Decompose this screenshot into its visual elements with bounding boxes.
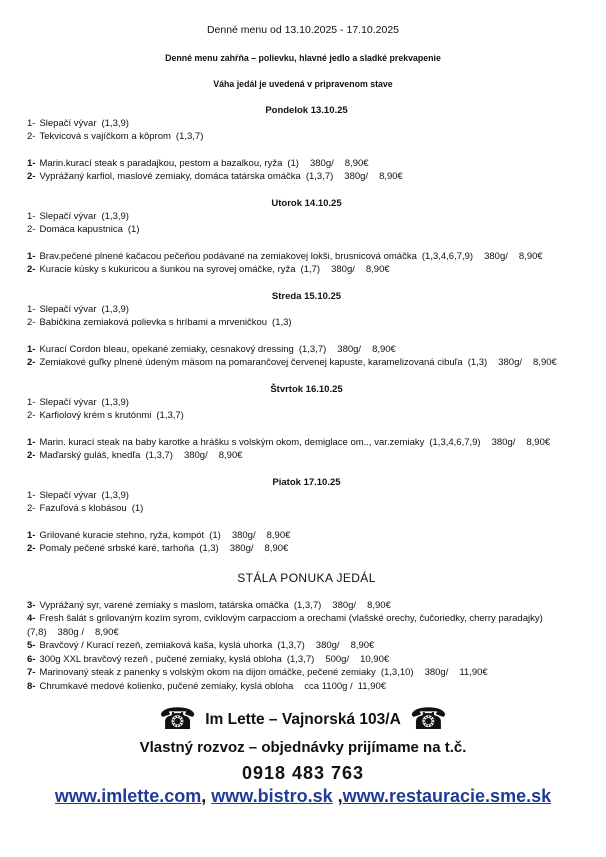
link-imlette[interactable]: www.imlette.com: [54, 786, 202, 806]
soup-name: Tekvicová s vajíčkom a kôprom: [39, 131, 171, 142]
dish-weight: 380g/: [344, 170, 369, 182]
item-number: 2-: [27, 131, 36, 142]
soup-name: Slepačí vývar: [39, 397, 97, 408]
dish-name: Grilované kuracie stehno, ryža, kompót: [39, 529, 205, 541]
standing-dish-details: [27, 626, 586, 640]
dish-price: 8,90€: [264, 542, 289, 554]
day-heading: Streda 15.10.25: [271, 291, 342, 302]
allergens: (1): [127, 224, 140, 235]
link-bistro[interactable]: www.bistro.sk: [211, 786, 333, 806]
dish-name: Kurací Cordon bleau, opekané zemiaky, cesnakový dressing: [39, 343, 294, 355]
item-number: 1-: [27, 397, 36, 408]
dish-weight: 380g/: [332, 599, 357, 611]
dish-name: Bravčový / Kurací rezeň, zemiaková kaša, kyslá uhorka: [39, 640, 273, 651]
dish-name: Chrumkavé medové kolienko, pučené zemiaky, kyslá obloha: [39, 680, 294, 692]
soup-name: Slepačí vývar: [39, 490, 97, 501]
main-dish-item: [27, 542, 586, 555]
dish-price: 8,90€: [266, 529, 291, 541]
spacer: [27, 422, 586, 436]
allergens: (1,3,9): [101, 490, 129, 501]
dish-name: Fresh šalát s grilovaným kozím syrom, cviklovým carpacciom a orechami (vlašské orechy, čučoriedky, cherry paradajky): [39, 613, 543, 624]
restaurant-address: Im Lette – Vajnorská 103/A: [205, 711, 401, 728]
dish-price: 8,90€: [367, 599, 391, 611]
dish-weight: 380g /: [57, 626, 84, 638]
dish-name: 300g XXL bravčový rezeň , pučené zemiaky, kyslá obloha: [39, 653, 282, 665]
dish-price: 8,90€: [372, 343, 396, 355]
item-number: 1-: [27, 211, 36, 222]
item-number: 2-: [27, 410, 36, 421]
soup-item: [27, 316, 586, 329]
allergens: (1): [287, 157, 299, 169]
main-dish-item: [27, 436, 586, 449]
dish-weight: 380g/: [484, 250, 508, 262]
menu-title: Denné menu od 13.10.2025 - 17.10.2025: [206, 24, 400, 36]
delivery-note: Vlastný rozvoz – objednávky prijímame na t.č.: [139, 739, 467, 756]
soup-item: [27, 409, 586, 422]
allergens: (1): [209, 529, 221, 541]
item-number: 2-: [27, 170, 36, 182]
dish-weight: 380g/: [229, 542, 254, 554]
dish-weight: 380g/: [491, 436, 516, 448]
link-restauracie[interactable]: www.restauracie.sme.sk: [342, 786, 552, 806]
allergens: (1,3): [199, 542, 219, 554]
spacer: [27, 143, 586, 157]
item-number: 1-: [27, 490, 36, 501]
main-dish-item: [27, 170, 586, 183]
standing-dish-item: [27, 680, 586, 694]
soup-item: [27, 502, 586, 515]
allergens: (1,3): [272, 317, 292, 328]
day-heading: Pondelok 13.10.25: [265, 105, 348, 116]
link-separator: ,: [332, 786, 343, 806]
allergens: (7,8): [27, 626, 47, 638]
menu-content: [0, 104, 606, 693]
spacer: [27, 515, 586, 529]
item-number: 1-: [27, 529, 36, 541]
dish-price: 8,90€: [365, 263, 390, 275]
dish-name: Vyprážaný syr, varené zemiaky s maslom, tatárska omáčka: [39, 599, 289, 611]
dish-weight: 380g/: [309, 157, 334, 169]
menu-header: [0, 0, 606, 91]
soup-name: Karfiolový krém s krutónmi: [39, 410, 152, 421]
item-number: 2-: [27, 263, 36, 275]
soup-item: [27, 396, 586, 409]
dish-price: 8,90€: [350, 640, 375, 651]
allergens: (1,3,4,6,7,9): [429, 436, 481, 448]
day-thursday: [27, 383, 586, 462]
dish-price: 10,90€: [360, 653, 390, 665]
allergens: (1,3,7): [145, 449, 173, 461]
telephone-icon: ☎: [158, 702, 197, 737]
dish-weight: 380g/: [424, 667, 449, 678]
allergens: (1,3,9): [101, 211, 129, 222]
dish-price: 8,90€: [533, 356, 557, 368]
item-number: 2-: [27, 317, 36, 328]
soup-item: [27, 117, 586, 130]
standing-dish-item: [27, 666, 586, 680]
main-dish-item: [27, 356, 586, 369]
dish-price: 8,90€: [94, 626, 119, 638]
dish-name: Marinovaný steak z panenky s volským okom na dijon omáčke, pečené zemiaky: [39, 667, 376, 678]
allergens: (1,7): [300, 263, 321, 275]
item-number: 1-: [27, 304, 36, 315]
dish-price: 11,90€: [459, 667, 488, 678]
dish-weight: 380g/: [337, 343, 362, 355]
soup-name: Domáca kapustnica: [39, 224, 123, 235]
spacer: [27, 236, 586, 250]
dish-name: Kuracie kúsky s kukuricou a šunkou na syrovej omáčke, ryža: [39, 263, 296, 275]
address-line: [0, 702, 606, 737]
item-number: 4-: [27, 613, 36, 624]
dish-name: Vyprážaný karfiol, maslové zemiaky, domáca tatárska omáčka: [39, 170, 301, 182]
item-number: 7-: [27, 667, 36, 678]
item-number: 5-: [27, 640, 36, 651]
main-dish-item: [27, 263, 586, 276]
dish-name: Maďarský guláš, knedľa: [39, 449, 141, 461]
spacer: [27, 329, 586, 343]
phone-number: 0918 483 763: [241, 763, 365, 783]
main-dish-item: [27, 157, 586, 170]
allergens: (1,3,4,6,7,9): [421, 250, 474, 262]
item-number: 8-: [27, 680, 36, 692]
dish-price: 8,90€: [379, 170, 403, 182]
contact-footer: [0, 702, 606, 807]
main-dish-item: [27, 529, 586, 542]
allergens: (1,3,7): [277, 640, 305, 651]
item-number: 1-: [27, 436, 36, 448]
day-friday: [27, 476, 586, 555]
item-number: 2-: [27, 503, 36, 514]
dish-weight: 380g/: [315, 640, 340, 651]
item-number: 1-: [27, 250, 36, 262]
dish-name: Marin.kurací steak s paradajkou, pestom a bazalkou, ryža: [39, 157, 283, 169]
soup-name: Slepačí vývar: [39, 211, 97, 222]
dish-name: Pomaly pečené srbské karé, tarhoňa: [39, 542, 195, 554]
dish-weight: 380g/: [331, 263, 355, 275]
dish-name: Marin. kurací steak na baby karotke a hrášku s volským okom, demiglace om.., var.zemiaky: [39, 436, 425, 448]
standing-menu-list: [27, 599, 586, 694]
main-dish-item: [27, 343, 586, 356]
allergens: (1,3,7): [298, 343, 327, 355]
main-dish-item: [27, 250, 586, 263]
item-number: 2-: [27, 542, 36, 554]
standing-menu-title: STÁLA PONUKA JEDÁL: [237, 571, 376, 585]
soup-item: [27, 303, 586, 316]
allergens: (1,3,10): [380, 667, 414, 678]
day-heading: Utorok 14.10.25: [271, 198, 342, 209]
dish-weight: 380g/: [183, 449, 208, 461]
allergens: (1,3,9): [101, 118, 129, 129]
item-number: 2-: [27, 356, 36, 368]
menu-includes-note: Denné menu zahŕňa – polievku, hlavné jedlo a sladké prekvapenie: [165, 53, 441, 63]
dish-price: 8,90€: [344, 157, 369, 169]
website-links: [0, 785, 606, 807]
dish-name: Zemiakové guľky plnené údeným mäsom na pomarančovej červenej kapuste, karamelizovaná cibuľa: [39, 356, 463, 368]
allergens: (1,3,7): [305, 170, 334, 182]
allergens: (1,3,9): [101, 397, 129, 408]
dish-price: 8,90€: [526, 436, 551, 448]
day-tuesday: [27, 197, 586, 276]
allergens: (1,3,7): [286, 653, 315, 665]
soup-item: [27, 489, 586, 502]
dish-price: 8,90€: [518, 250, 543, 262]
day-wednesday: [27, 290, 586, 369]
allergens: (1): [131, 503, 144, 514]
dish-weight: 380g/: [498, 356, 523, 368]
item-number: 6-: [27, 653, 36, 665]
allergens: (1,3,9): [101, 304, 129, 315]
soup-name: Slepačí vývar: [39, 118, 97, 129]
link-separator: ,: [201, 786, 212, 806]
dish-weight: 380g/: [231, 529, 256, 541]
item-number: 3-: [27, 599, 36, 611]
allergens: (1,3,7): [156, 410, 184, 421]
standing-dish-item: [27, 612, 586, 626]
soup-item: [27, 223, 586, 236]
allergens: (1,3,7): [175, 131, 204, 142]
allergens: (1,3): [467, 356, 488, 368]
soup-item: [27, 130, 586, 143]
telephone-icon: ☎: [409, 702, 448, 737]
standing-dish-item: [27, 599, 586, 613]
day-heading: Piatok 17.10.25: [272, 477, 341, 488]
item-number: 1-: [27, 118, 36, 129]
soup-name: Fazuľová s klobásou: [39, 503, 127, 514]
item-number: 2-: [27, 224, 36, 235]
soup-name: Slepačí vývar: [39, 304, 97, 315]
dish-weight: 500g/: [325, 653, 350, 665]
dish-name: Brav.pečené plnené kačacou pečeňou podávané na zemiakovej lokši, brusnicová omáčka: [39, 250, 417, 262]
soup-item: [27, 210, 586, 223]
allergens: (1,3,7): [293, 599, 322, 611]
dish-weight: cca 1100g /: [304, 680, 353, 692]
weight-note: Váha jedál je uvedená v pripravenom stave: [213, 79, 393, 89]
dish-price: 11,90€: [357, 680, 387, 692]
item-number: 1-: [27, 157, 36, 169]
dish-price: 8,90€: [218, 449, 243, 461]
main-dish-item: [27, 449, 586, 462]
day-heading: Štvrtok 16.10.25: [270, 384, 343, 395]
standing-dish-item: [27, 653, 586, 667]
standing-dish-item: [27, 639, 586, 653]
day-monday: [27, 104, 586, 183]
item-number: 1-: [27, 343, 36, 355]
soup-name: Babičkina zemiaková polievka s hríbami a mrveničkou: [39, 317, 268, 328]
item-number: 2-: [27, 449, 36, 461]
